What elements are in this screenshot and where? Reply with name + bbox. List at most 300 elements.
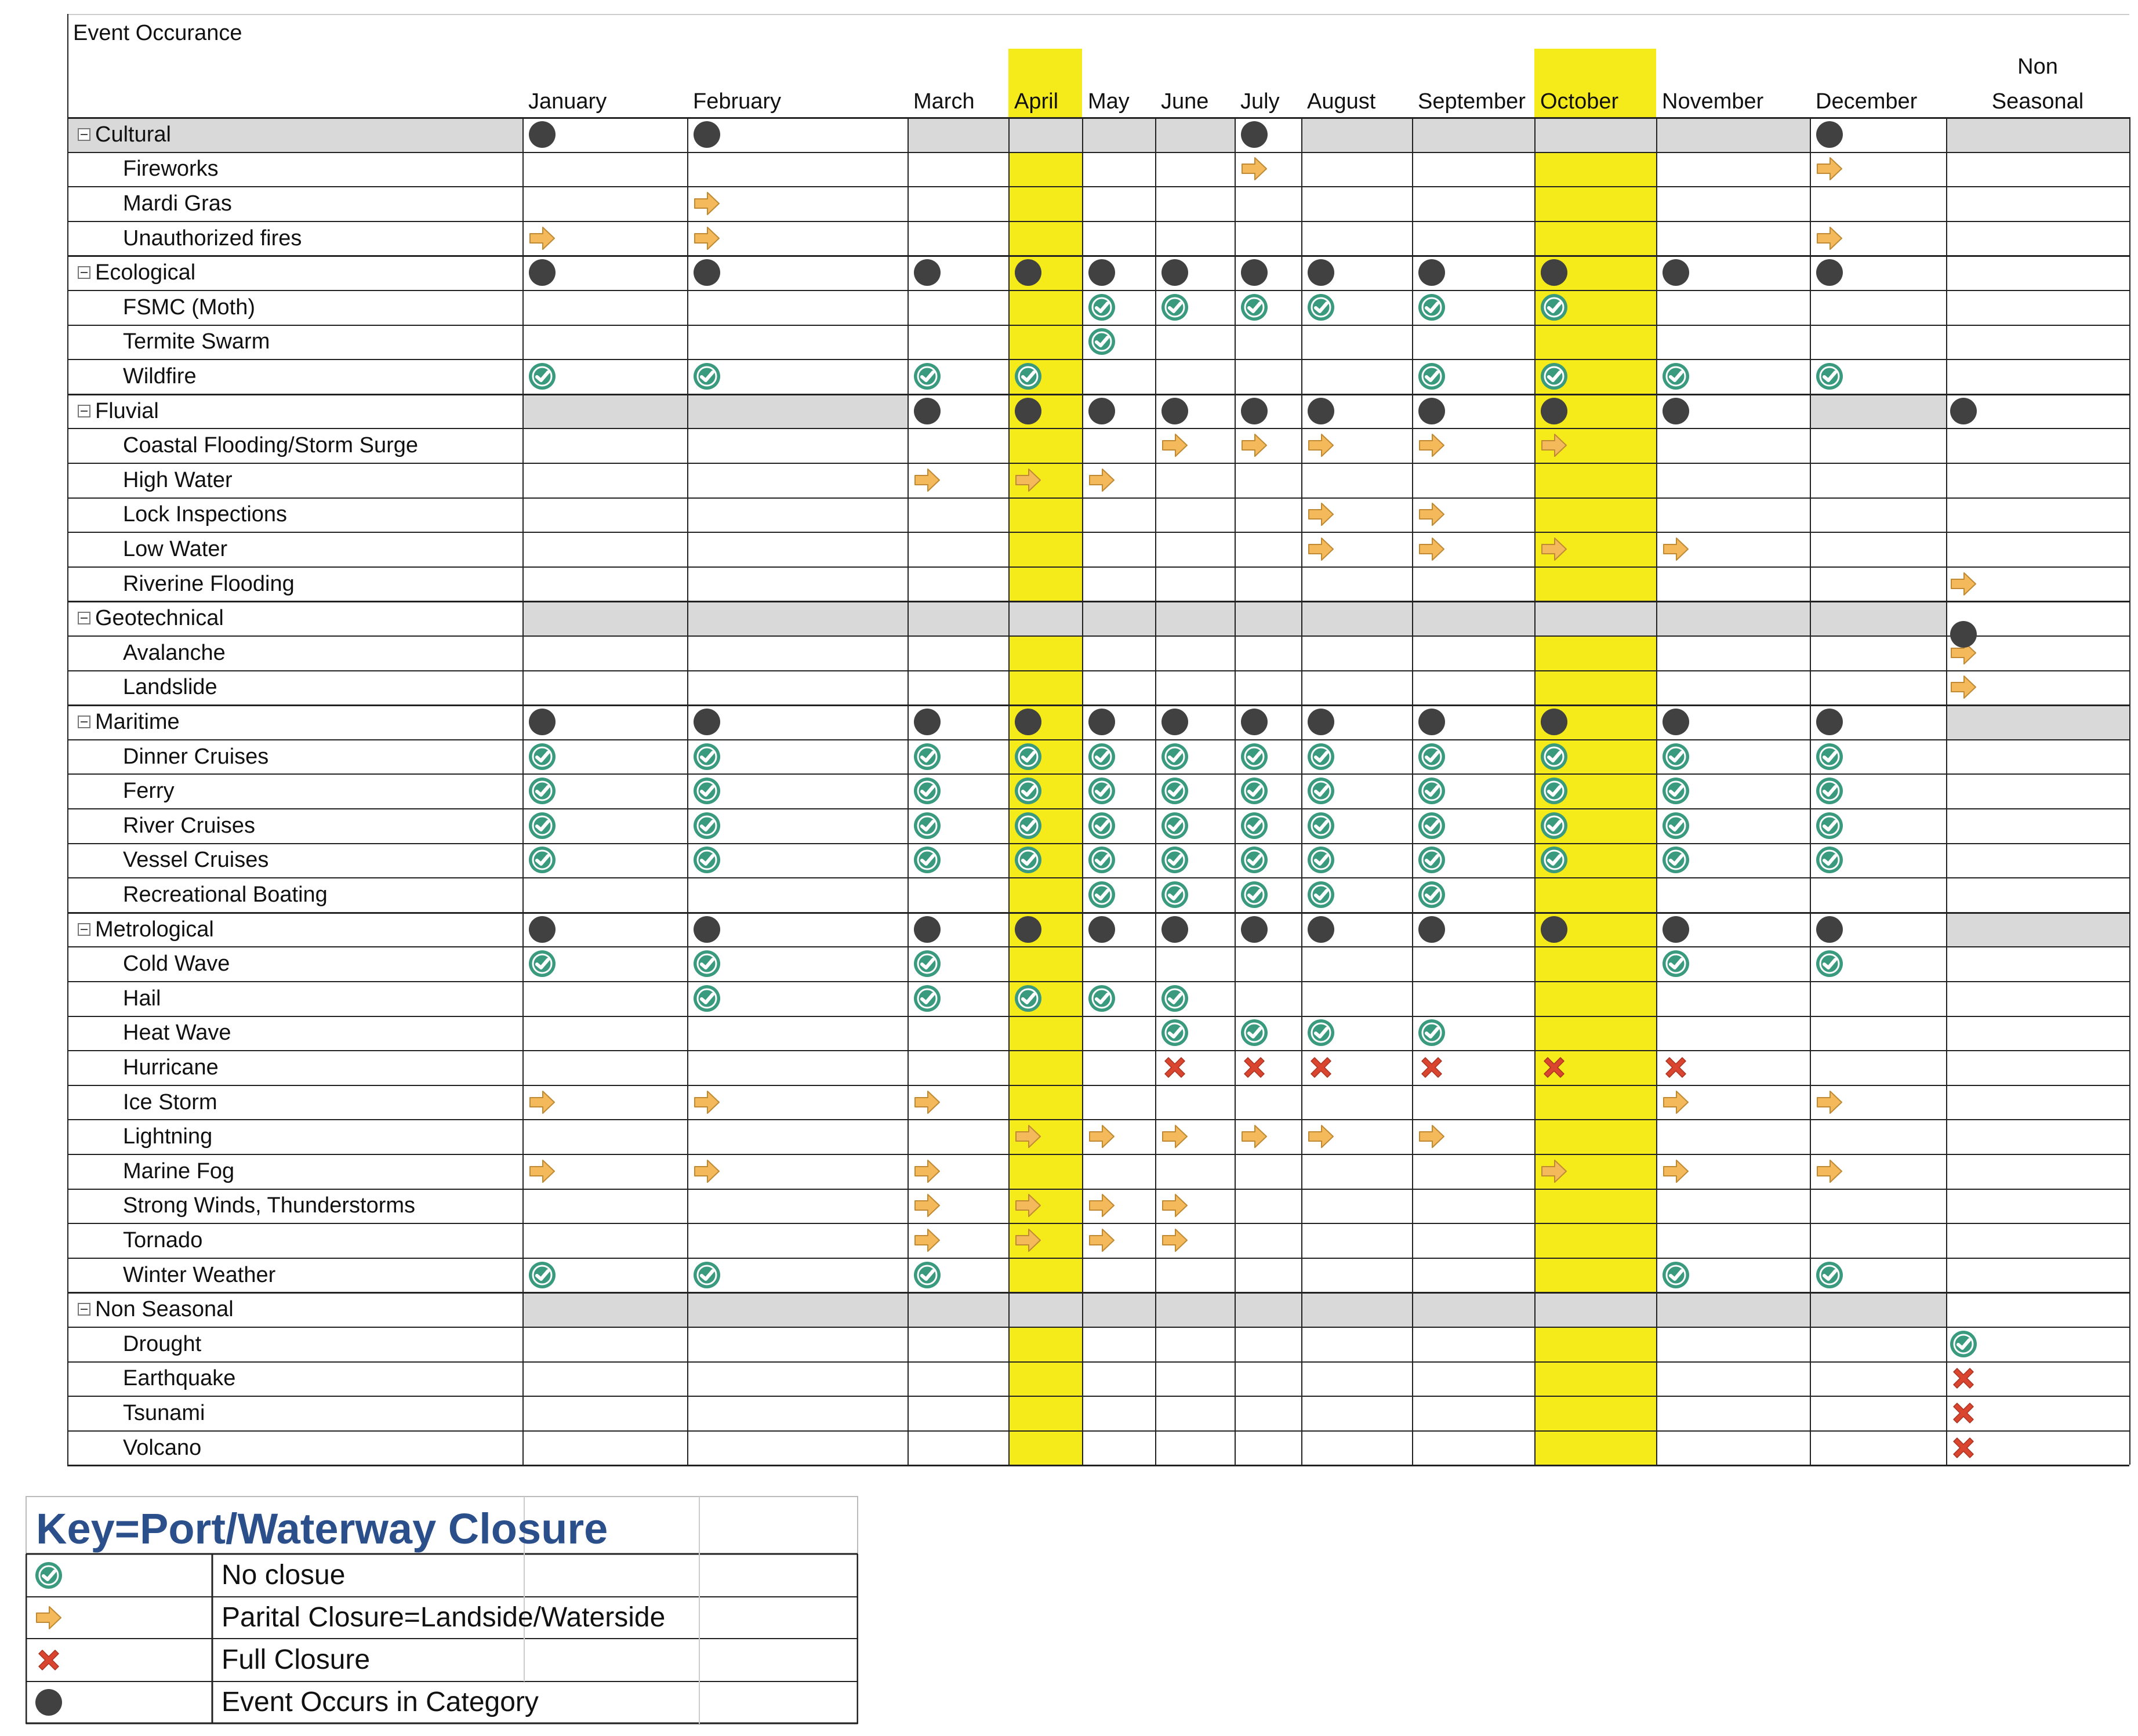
dot-icon [1306,915,1335,944]
check-icon [1306,880,1335,909]
event-label: Winter Weather [123,1262,276,1287]
check-icon [1087,742,1116,771]
grid-hline [67,1154,2129,1155]
arrow-icon [528,1088,557,1117]
arrow-icon [1815,1088,1844,1117]
check-icon [528,742,557,771]
check-icon [1160,776,1189,805]
arrow-icon [1417,1122,1446,1151]
dot-icon [528,258,557,287]
grid-hline [67,1465,2129,1466]
cross-icon [1949,1399,1978,1428]
grid-hline [67,394,2129,395]
grid-hline [67,981,2129,982]
event-label: Volcano [123,1435,202,1460]
dot-icon [913,258,942,287]
category-gray-cell [1534,601,1656,635]
grid-vline [2129,117,2130,1465]
arrow-icon [1014,466,1043,495]
check-icon [1417,742,1446,771]
dot-icon [1240,397,1269,426]
check-icon [528,362,557,391]
dot-icon [528,707,557,736]
grid-hline [67,843,2129,844]
dot-icon [1240,120,1269,149]
grid-hline [67,1050,2129,1051]
check-icon [1306,776,1335,805]
check-icon [913,776,942,805]
arrow-icon [1087,1191,1116,1220]
collapse-toggle[interactable] [78,266,90,279]
arrow-icon [1949,569,1978,598]
dot-icon [692,915,721,944]
category-gray-cell [1301,117,1412,152]
category-gray-cell [1155,601,1235,635]
check-icon [692,742,721,771]
grid-vline [1946,117,1947,1465]
check-icon [1815,845,1844,874]
dot-icon [1240,707,1269,736]
grid-hline [67,912,2129,914]
check-icon [1540,845,1569,874]
event-label: Earthquake [123,1366,236,1391]
dot-icon [528,915,557,944]
category-gray-cell [1534,1292,1656,1327]
check-icon [1306,742,1335,771]
grid-hline [67,1258,2129,1259]
event-label: Hurricane [123,1055,219,1080]
check-icon [692,776,721,805]
dot-icon [1306,707,1335,736]
arrow-icon [1240,431,1269,460]
check-icon [913,362,942,391]
cross-icon [1540,1053,1569,1082]
category-gray-cell [1008,601,1082,635]
check-icon [913,845,942,874]
check-icon [1240,880,1269,909]
check-icon [1417,293,1446,322]
check-icon [1540,362,1569,391]
event-label: Fireworks [123,157,219,181]
category-gray-cell [1301,1292,1412,1327]
arrow-icon [1014,1191,1043,1220]
category-label: Metrological [95,917,214,942]
corner-label: Event Occurance [73,21,242,45]
event-label: Lightning [123,1124,213,1149]
category-gray-cell [1082,117,1155,152]
dot-icon [1240,915,1269,944]
arrow-icon [1014,1122,1043,1151]
dot-icon [913,707,942,736]
grid-vline [1235,117,1236,1465]
month-header-october: October [1540,89,1619,114]
cross-icon [1160,1053,1189,1082]
dot-icon [1540,915,1569,944]
event-label: Ferry [123,779,175,804]
grid-hline [67,877,2129,878]
dot-icon [1160,258,1189,287]
grid-hline [67,1327,2129,1328]
category-gray-cell [522,394,687,428]
dot-icon [1540,397,1569,426]
check-icon [913,949,942,978]
category-gray-cell [1656,117,1810,152]
check-icon [1540,776,1569,805]
arrow-icon [692,1157,721,1186]
category-gray-cell [522,1292,687,1327]
month-header-june: June [1161,89,1209,114]
category-gray-cell [1946,912,2129,947]
grid-hline [67,152,2129,153]
grid-hline [67,359,2129,360]
check-icon [1661,362,1690,391]
dot-icon [1815,258,1844,287]
category-gray-cell [1534,117,1656,152]
category-label: Ecological [95,260,196,285]
grid-hline [67,635,2129,637]
grid-hline [67,946,2129,947]
arrow-icon [1540,1157,1569,1186]
event-label: Mardi Gras [123,191,232,216]
dot-icon [1306,397,1335,426]
check-icon [913,811,942,840]
category-gray-cell [1008,117,1082,152]
grid-hline [67,325,2129,326]
grid-hline [67,255,2129,257]
check-icon [1815,1261,1844,1290]
category-gray-cell [1946,704,2129,739]
check-icon [528,1261,557,1290]
arrow-icon [1815,154,1844,183]
check-icon [528,811,557,840]
category-gray-cell [1946,117,2129,152]
category-gray-cell [1082,1292,1155,1327]
check-icon [1160,845,1189,874]
arrow-icon [1306,535,1335,564]
arrow-icon [1087,466,1116,495]
check-icon [1087,811,1116,840]
event-label: FSMC (Moth) [123,295,255,319]
grid-hline [67,428,2129,429]
dot-icon [1661,707,1690,736]
check-icon [692,949,721,978]
collapse-toggle[interactable] [78,128,90,141]
check-icon [1540,293,1569,322]
arrow-icon [692,224,721,253]
check-icon [1661,845,1690,874]
check-icon [692,1261,721,1290]
dot-icon [692,258,721,287]
collapse-toggle[interactable] [78,405,90,417]
dot-icon [913,915,942,944]
grid-vline [1301,117,1302,1465]
event-label: Hail [123,986,161,1011]
grid-hline [67,1430,2129,1432]
grid-hline [67,1361,2129,1363]
arrow-icon [1417,500,1446,529]
grid-hline [67,1292,2129,1294]
grid-vline [1155,117,1156,1465]
check-icon [913,984,942,1013]
check-icon [1014,742,1043,771]
arrow-icon [528,224,557,253]
check-icon [1661,1261,1690,1290]
check-icon [1087,327,1116,356]
arrow-icon [1306,431,1335,460]
dot-icon [1540,258,1569,287]
grid-hline [67,290,2129,291]
event-label: Recreational Boating [123,882,328,907]
check-icon [1815,742,1844,771]
event-label: Tornado [123,1228,203,1252]
category-gray-cell [522,601,687,635]
collapse-toggle[interactable] [78,612,90,624]
category-gray-cell [1656,1292,1810,1327]
dot-icon [1240,258,1269,287]
check-icon [1087,845,1116,874]
cross-icon [1417,1053,1446,1082]
category-gray-cell [1008,1292,1082,1327]
collapse-toggle[interactable] [78,923,90,936]
arrow-icon [1306,500,1335,529]
grid-hline [67,221,2129,222]
grid-hline [67,704,2129,706]
check-icon [1160,880,1189,909]
check-icon [1240,776,1269,805]
category-label: Maritime [95,710,180,734]
arrow-icon [1306,1122,1335,1151]
check-icon [1087,776,1116,805]
arrow-icon [1949,673,1978,702]
check-icon [1540,811,1569,840]
collapse-toggle[interactable] [78,1303,90,1316]
category-gray-cell [687,601,908,635]
check-icon [1661,949,1690,978]
grid-hline [67,670,2129,671]
arrow-icon [1661,535,1690,564]
event-label: Lock Inspections [123,502,288,527]
arrow-icon [1160,1122,1189,1151]
grid-hline [67,1189,2129,1190]
cross-icon [1949,1433,1978,1462]
dot-icon [1014,397,1043,426]
check-icon [1540,742,1569,771]
event-label: Ice Storm [123,1089,217,1114]
grid-hline [67,1223,2129,1224]
grid-hline [67,773,2129,775]
arrow-icon [1540,431,1569,460]
category-gray-cell [1235,601,1301,635]
dot-icon [1087,258,1116,287]
category-gray-cell [687,1292,908,1327]
grid-vline [1810,117,1811,1465]
dot-icon [1815,707,1844,736]
legend-title: Key=Port/Waterway Closure [36,1505,608,1553]
check-icon [1240,811,1269,840]
arrow-icon [1160,431,1189,460]
check-icon [1417,1018,1446,1047]
check-icon [1240,1018,1269,1047]
event-label: Low Water [123,537,228,561]
arrow-icon [1087,1122,1116,1151]
grid-hline [67,186,2129,187]
category-gray-cell [1235,1292,1301,1327]
category-gray-cell [1412,601,1534,635]
grid-vline [1082,117,1083,1465]
check-icon [1417,845,1446,874]
event-label: Termite Swarm [123,329,270,354]
arrow-icon [1661,1088,1690,1117]
dot-icon [692,707,721,736]
arrow-icon [913,466,942,495]
check-icon [692,984,721,1013]
category-gray-cell [908,1292,1008,1327]
arrow-icon [528,1157,557,1186]
dot-icon [1087,915,1116,944]
category-gray-cell [908,117,1008,152]
event-label: Cold Wave [123,951,230,976]
grid-hline [67,808,2129,809]
cross-icon [1306,1053,1335,1082]
arrow-icon [1417,431,1446,460]
check-icon [1306,293,1335,322]
dot-icon [1160,707,1189,736]
check-icon [1160,1018,1189,1047]
arrow-icon [913,1191,942,1220]
category-gray-cell [1155,1292,1235,1327]
check-icon [1815,949,1844,978]
grid-hline [67,739,2129,740]
event-label: Strong Winds, Thunderstorms [123,1193,416,1218]
dot-icon [1417,258,1446,287]
grid-hline [67,463,2129,464]
dot-icon [1540,707,1569,736]
check-icon [692,362,721,391]
check-icon [1240,293,1269,322]
grid-vline [908,117,909,1465]
event-label: High Water [123,467,233,492]
category-gray-cell [1810,601,1946,635]
check-icon [913,1261,942,1290]
grid-vline [1534,117,1536,1465]
legend [26,1496,858,1724]
month-header-january: January [528,89,607,114]
check-icon [1014,811,1043,840]
check-icon [692,811,721,840]
check-icon [528,776,557,805]
check-icon [1160,984,1189,1013]
dot-icon [1306,258,1335,287]
arrow-icon [1160,1226,1189,1255]
check-icon [1661,776,1690,805]
check-icon [1014,984,1043,1013]
grid-vline [522,117,524,1465]
dot-icon [1087,707,1116,736]
event-label: Dinner Cruises [123,744,269,769]
category-gray-cell [687,394,908,428]
check-icon [1087,293,1116,322]
cross-icon [1661,1053,1690,1082]
arrow-icon [692,1088,721,1117]
check-icon [1306,845,1335,874]
check-icon [1014,845,1043,874]
category-label: Geotechnical [95,606,224,631]
legend-arrow-icon [34,1603,63,1632]
category-gray-cell [908,601,1008,635]
dot-icon [913,397,942,426]
legend-dot-icon [34,1688,63,1717]
check-icon [1949,1330,1978,1359]
grid-hline [67,1396,2129,1397]
grid-vline [687,117,688,1465]
grid-vline [1656,117,1657,1465]
category-gray-cell [1412,117,1534,152]
dot-icon [1087,397,1116,426]
check-icon [1417,811,1446,840]
dot-icon [1661,258,1690,287]
check-icon [528,845,557,874]
category-label: Cultural [95,122,171,147]
grid-hline [67,1119,2129,1120]
collapse-toggle[interactable] [78,716,90,728]
check-icon [1661,811,1690,840]
event-occurrence-grid [67,14,2129,1465]
arrow-icon [1014,1226,1043,1255]
dot-icon [1014,915,1043,944]
month-header-february: February [693,89,782,114]
arrow-icon [1240,1122,1269,1151]
dot-icon [692,120,721,149]
month-header-august: August [1307,89,1376,114]
arrow-icon [913,1157,942,1186]
dot-icon [528,120,557,149]
arrow-icon [1661,1157,1690,1186]
dot-icon [1417,915,1446,944]
grid-vline [1008,117,1010,1465]
grid-top-border [67,14,2129,15]
check-icon [1815,362,1844,391]
check-icon [1306,811,1335,840]
grid-hline [67,117,2129,119]
event-label: Landslide [123,675,217,700]
category-gray-cell [1301,601,1412,635]
legend-check-icon [34,1561,63,1590]
dot-icon [1014,258,1043,287]
check-icon [913,742,942,771]
check-icon [1087,984,1116,1013]
dot-icon [1815,915,1844,944]
check-icon [1417,880,1446,909]
month-header-non-seasonal-line1: Non [2017,55,2058,79]
month-header-non-seasonal-line2: Seasonal [1991,89,2084,114]
check-icon [1014,362,1043,391]
category-gray-cell [1155,117,1235,152]
cross-icon [1240,1053,1269,1082]
category-label: Non Seasonal [95,1297,234,1322]
category-gray-cell [1810,394,1946,428]
dot-icon [1160,915,1189,944]
check-icon [1417,362,1446,391]
check-icon [1661,742,1690,771]
month-header-july: July [1240,89,1280,114]
event-label: Tsunami [123,1401,205,1425]
arrow-icon [1815,224,1844,253]
check-icon [1306,1018,1335,1047]
dot-icon [1160,397,1189,426]
event-label: Avalanche [123,640,226,665]
arrow-icon [692,189,721,218]
month-header-november: November [1662,89,1764,114]
